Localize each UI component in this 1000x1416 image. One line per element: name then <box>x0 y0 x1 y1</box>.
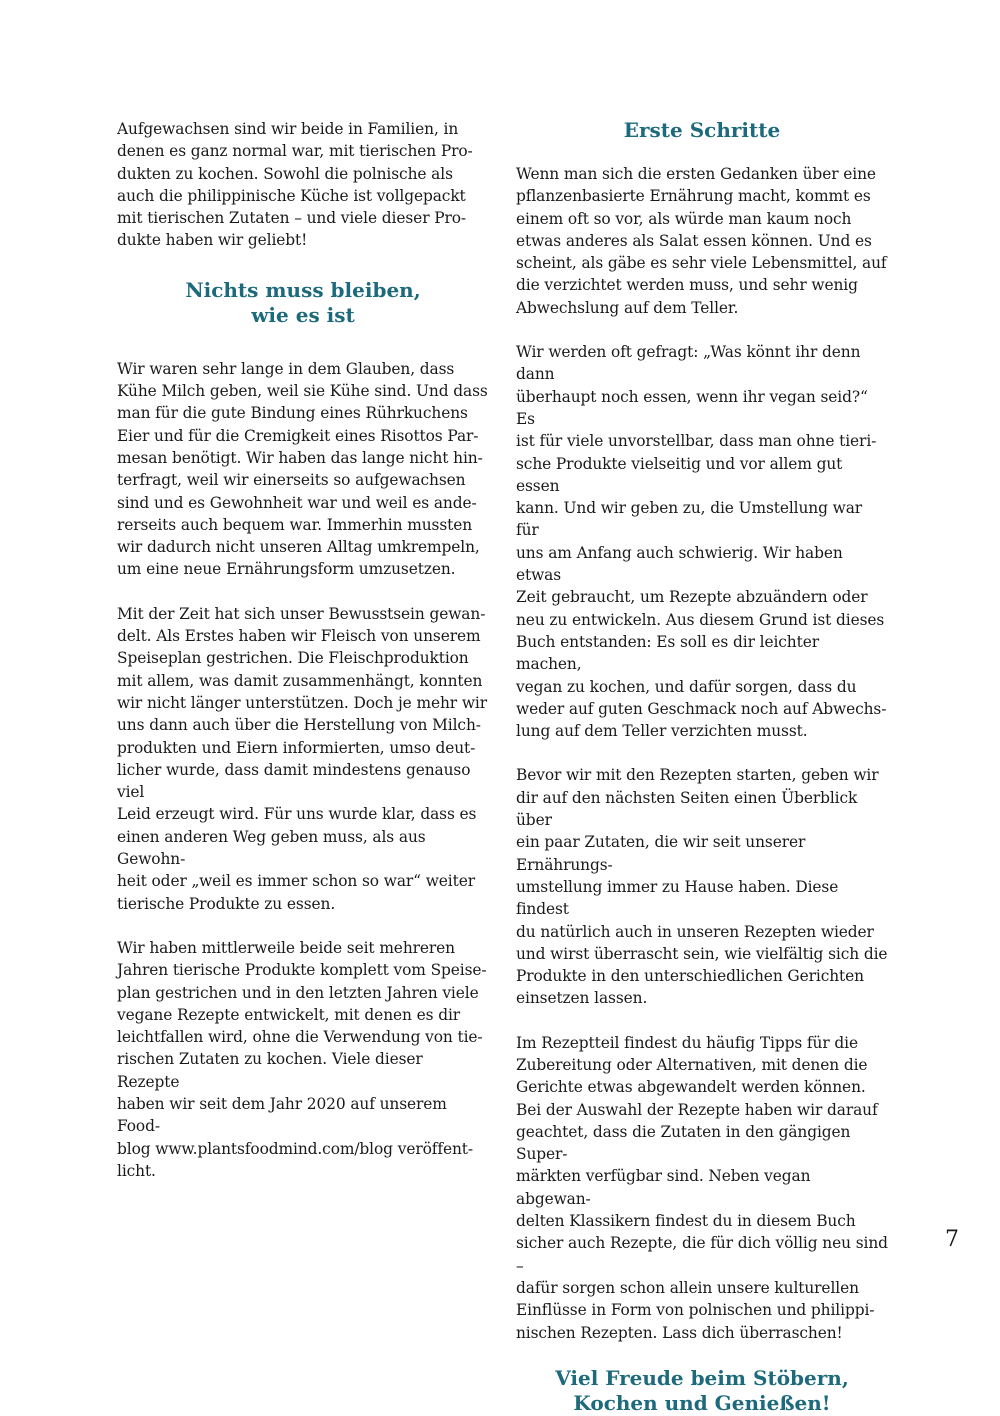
left-column <box>117 118 489 1204</box>
page-number: 7 <box>945 1227 959 1252</box>
body-paragraph: Bevor wir mit den Rezepten starten, geben wir dir auf den nächsten Seiten einen Überblick über ein paar Zutaten, die wir seit unserer Ernährungs- umstellung immer zu Hause haben. Diese findest du natürlich auch in unseren Rezepten wieder und wirst überrascht sein, wie vielfältig sich die Produkte in den unterschiedlichen Gerichten einsetzen lassen. <box>516 766 888 1008</box>
intro-paragraph: Aufgewachsen sind wir beide in Familien, in denen es ganz normal war, mit tierischen Pro- dukten zu kochen. Sowohl die polnische als auch die philippinische Küche ist vollgepackt mit tierischen Zutaten – und viele dieser Pro- dukte haben wir geliebt! <box>117 120 473 250</box>
body-paragraph: Wir werden oft gefragt: „Was könnt ihr denn dann überhaupt noch essen, wenn ihr vegan seid?“ Es ist für viele unvorstellbar, dass man ohne tieri- sche Produkte vielseitig und vor allem gut essen kann. Und wir geben zu, die Umstellung war für uns am Anfang auch schwierig. Wir haben etwas Zeit gebraucht, um Rezepte abzuändern oder neu zu entwickeln. Aus diesem Grund ist dieses Buch entstanden: Es soll es dir leichter machen, vegan zu kochen, und dafür sorgen, dass du weder auf guten Geschmack noch auf Abwechs- lung auf dem Teller verzichten musst. <box>516 343 887 741</box>
section-heading-nichts-muss-bleiben: Nichts muss bleiben, wie es ist <box>185 277 421 327</box>
right-column <box>516 118 888 1416</box>
body-paragraph: Mit der Zeit hat sich unser Bewusstsein gewan- delt. Als Erstes haben wir Fleisch von unserem Speiseplan gestrichen. Die Fleischproduktion mit allem, was damit zusammenhängt, konnten wir nicht länger unterstützen. Doch je mehr wir uns dann auch über die Herstellung von Milch- produkten und Eiern informierten, umso deut- licher wurde, dass damit mindestens genauso viel Leid erzeugt wird. Für uns wurde klar, dass es einen anderen Weg geben muss, als aus Gewohn- heit oder „weil es immer schon so war“ weiter tierische Produkte zu essen. <box>117 604 487 913</box>
section-heading-erste-schritte: Erste Schritte <box>623 118 781 142</box>
body-paragraph: Wenn man sich die ersten Gedanken über eine pflanzenbasierte Ernährung macht, kommt es einem oft so vor, als würde man kaum noch etwas anderes als Salat essen können. Und es scheint, als gäbe es sehr viele Lebensmittel, auf die verzichtet werden muss, und sehr wenig Abwechslung auf dem Teller. <box>516 165 887 317</box>
closing-heading: Viel Freude beim Stöbern, Kochen und Genießen! <box>555 1365 849 1415</box>
body-paragraph: Im Rezeptteil findest du häufig Tipps für die Zubereitung oder Alternativen, mit denen die Gerichte etwas abgewandelt werden können. Bei der Auswahl der Rezepte haben wir darauf geachtet, dass die Zutaten in den gängigen Super- märkten verfügbar sind. Neben vegan abgewan- delten Klassikern findest du in diesem Buch sicher auch Rezepte, die für dich völlig neu sind – dafür sorgen schon allein unsere kulturellen Einflüsse in Form von polnischen und philippi- nischen Rezepten. Lass dich überraschen! <box>516 1033 888 1342</box>
body-paragraph: Wir waren sehr lange in dem Glauben, dass Kühe Milch geben, weil sie Kühe sind. Und dass man für die gute Bindung eines Rührkuchens Eier und für die Cremigkeit eines Risottos Par- mesan benötigt. Wir haben das lange nicht hin- terfragt, weil wir einerseits so aufgewachsen sind und es Gewohnheit war und weil es ande- rerseits auch bequem war. Immerhin mussten wir dadurch nicht unseren Alltag umkrempeln, um eine neue Ernährungsform umzusetzen. <box>117 359 488 579</box>
body-paragraph: Wir haben mittlerweile beide seit mehreren Jahren tierische Produkte komplett vom Speise- plan gestrichen und in den letzten Jahren viele vegane Rezepte entwickelt, mit denen es dir leichtfallen wird, ohne die Verwendung von tie- rischen Zutaten zu kochen. Viele dieser Rezepte haben wir seit dem Jahr 2020 auf unserem Food- blog www.plantsfoodmind.com/blog veröffent- licht. <box>117 938 487 1180</box>
